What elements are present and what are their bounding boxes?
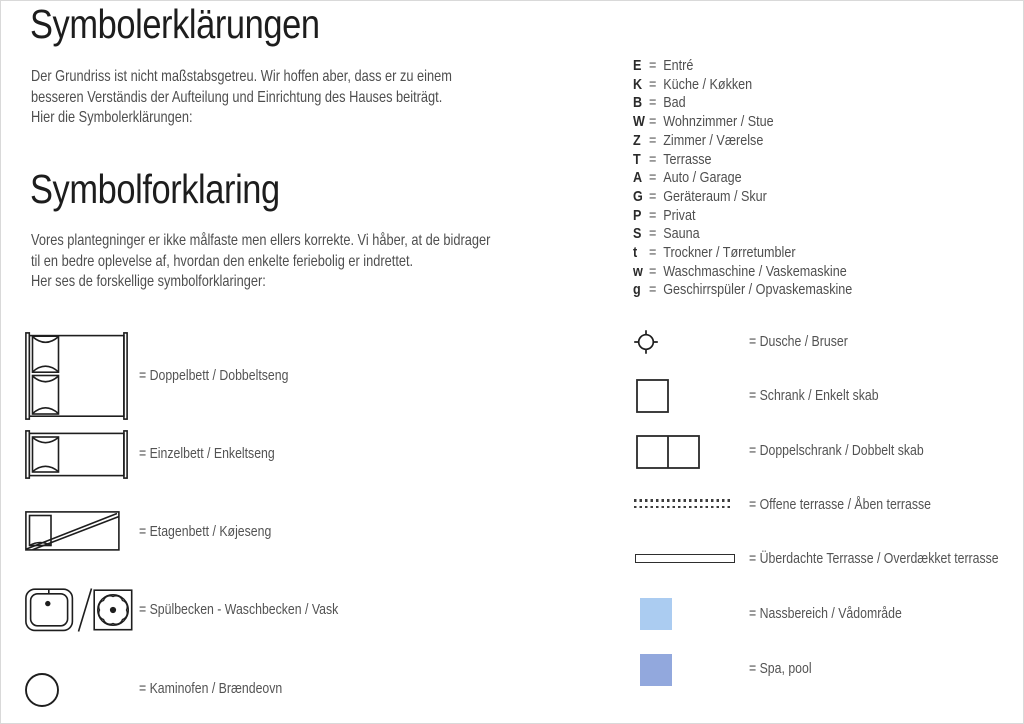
intro-danish-line: Vores plantegninger er ikke målfaste men ellers korrekte. Vi håber, at de bidrager [31, 232, 491, 249]
equals-sign: = [648, 113, 657, 131]
letter-key: w [633, 262, 643, 280]
spa-pool-swatch [640, 654, 672, 686]
letter-label: Privat [663, 206, 696, 224]
equals-sign: = [648, 94, 657, 112]
letter-key: W [633, 113, 645, 131]
letter-label: Geschirrspüler / Opvaskemaskine [663, 281, 853, 299]
page-title-danish: Symbolforklaring [30, 166, 280, 212]
equals-sign: = [648, 131, 657, 149]
symbol-label: = Spa, pool [749, 660, 812, 677]
letter-label: Zimmer / Værelse [663, 131, 764, 149]
covered-terrace-icon [635, 554, 735, 563]
letter-label: Wohnzimmer / Stue [663, 113, 774, 131]
letter-legend [633, 57, 852, 300]
intro-german-line: Der Grundriss ist nicht maßstabsgetreu. Wir hoffen aber, dass er zu einem [31, 68, 452, 85]
letter-key: E [633, 57, 642, 74]
equals-sign: = [648, 262, 657, 280]
letter-legend-row [633, 151, 852, 170]
letter-key: Z [633, 131, 641, 149]
letter-legend-row [633, 57, 852, 76]
letter-legend-row [633, 113, 852, 132]
letter-legend-row [633, 225, 852, 244]
letter-key: g [633, 281, 641, 299]
letter-key: B [633, 94, 643, 112]
wood-stove-icon [24, 672, 60, 708]
letter-key: S [633, 225, 642, 243]
equals-sign: = [648, 150, 657, 168]
equals-sign: = [648, 225, 657, 243]
wet-area-swatch [640, 598, 672, 630]
letter-legend-row [633, 132, 852, 151]
letter-legend-row [633, 169, 852, 188]
letter-key: t [633, 244, 638, 262]
letter-label: Terrasse [663, 150, 712, 168]
symbol-label: = Schrank / Enkelt skab [749, 387, 879, 404]
letter-label: Trockner / Tørretumbler [663, 244, 796, 262]
intro-german-line: Hier die Symbolerklärungen: [31, 109, 193, 127]
symbol-label: = Kaminofen / Brændeovn [139, 680, 283, 697]
letter-label: Geräteraum / Skur [663, 187, 767, 205]
symbol-label: = Etagenbett / Køjeseng [139, 523, 272, 540]
intro-german-line: besseren Verständis der Aufteilung und Einrichtung des Hauses beiträgt. [31, 88, 443, 106]
intro-danish-line: til en bedre oplevelse af, hvordan den enkelte feriebolig er indrettet. [31, 252, 414, 270]
letter-legend-row [633, 244, 852, 263]
equals-sign: = [648, 206, 657, 224]
letter-legend-row [633, 188, 852, 207]
letter-key: T [633, 150, 641, 168]
shower-icon [633, 329, 659, 355]
single-cabinet-icon [636, 379, 669, 413]
symbol-label: = Doppelbett / Dobbeltseng [139, 367, 289, 384]
double-bed-icon [25, 332, 128, 420]
equals-sign: = [648, 244, 657, 262]
letter-label: Sauna [663, 225, 700, 243]
symbol-label: = Überdachte Terrasse / Overdækket terrasse [749, 550, 999, 567]
sink-icon [25, 587, 133, 633]
letter-legend-row [633, 207, 852, 226]
equals-sign: = [648, 187, 657, 205]
page-title-german: Symbolerklärungen [30, 1, 320, 47]
intro-german [31, 67, 452, 129]
single-bed-icon [25, 430, 128, 479]
symbol-label: = Einzelbett / Enkeltseng [139, 445, 275, 462]
equals-sign: = [648, 75, 657, 93]
symbol-label: = Offene terrasse / Åben terrasse [749, 496, 931, 513]
equals-sign: = [648, 281, 657, 299]
letter-label: Küche / Køkken [663, 75, 753, 93]
bunk-bed-icon [25, 511, 120, 551]
equals-sign: = [648, 57, 657, 74]
symbol-label: = Nassbereich / Vådområde [749, 605, 902, 622]
symbol-label: = Spülbecken - Waschbecken / Vask [139, 601, 339, 618]
letter-legend-row [633, 94, 852, 113]
equals-sign: = [648, 169, 657, 187]
letter-label: Bad [663, 94, 686, 112]
letter-key: G [633, 187, 643, 205]
letter-key: P [633, 206, 642, 224]
symbol-label: = Doppelschrank / Dobbelt skab [749, 442, 924, 459]
letter-label: Waschmaschine / Vaskemaskine [663, 262, 847, 280]
letter-key: A [633, 169, 643, 187]
intro-danish [31, 231, 490, 293]
symbol-label: = Dusche / Bruser [749, 333, 848, 350]
double-cabinet-icon [636, 435, 700, 469]
letter-key: K [633, 75, 643, 93]
letter-legend-row [633, 76, 852, 95]
letter-label: Entré [663, 57, 694, 74]
letter-legend-row [633, 263, 852, 282]
letter-label: Auto / Garage [663, 169, 742, 187]
intro-danish-line: Her ses de forskellige symbolforklaringer: [31, 273, 266, 291]
letter-legend-row [633, 281, 852, 300]
